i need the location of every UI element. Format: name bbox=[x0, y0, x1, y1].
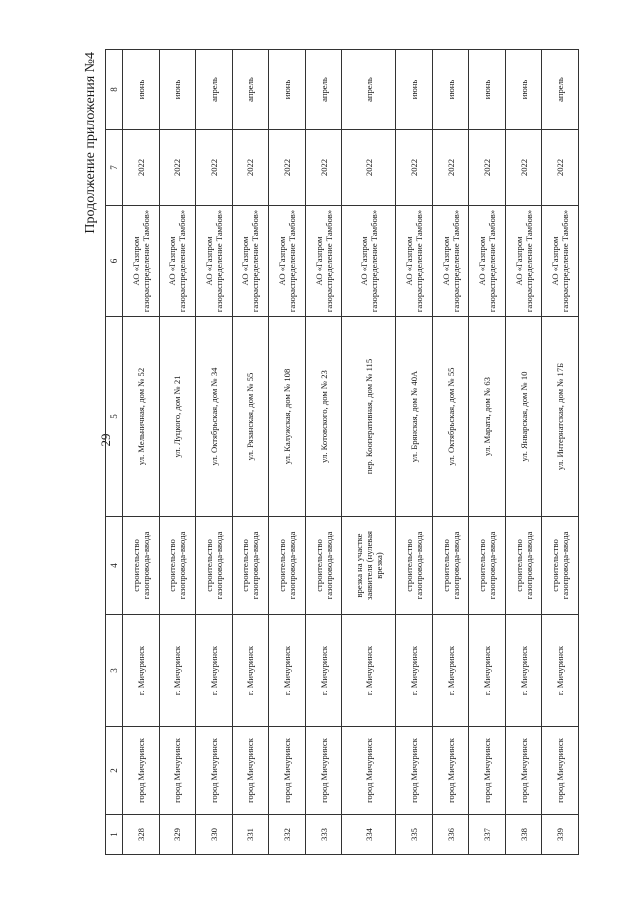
year-cell: 2022 bbox=[469, 130, 506, 206]
settlement-cell: город Мичуринск bbox=[196, 727, 233, 815]
address-cell: ул. Октябрьская, дом № 34 bbox=[196, 317, 233, 517]
table-row bbox=[305, 50, 342, 855]
settlement-cell: город Мичуринск bbox=[432, 727, 469, 815]
table-row bbox=[469, 50, 506, 855]
work-type-cell: строительство газопровода-ввода bbox=[232, 517, 269, 615]
table-row bbox=[269, 50, 306, 855]
year-cell: 2022 bbox=[432, 130, 469, 206]
row-number: 332 bbox=[269, 815, 306, 855]
column-header: 1 bbox=[106, 815, 123, 855]
locality-cell: г. Мичуринск bbox=[159, 615, 196, 727]
table-row bbox=[196, 50, 233, 855]
year-cell: 2022 bbox=[232, 130, 269, 206]
year-cell: 2022 bbox=[396, 130, 433, 206]
table-row bbox=[432, 50, 469, 855]
appendix-note: Продолжение приложения №4 bbox=[83, 52, 98, 234]
locality-cell: г. Мичуринск bbox=[269, 615, 306, 727]
organization-cell: АО «Газпром газораспределение Тамбов» bbox=[123, 206, 160, 317]
work-type-cell: строительство газопровода-ввода bbox=[196, 517, 233, 615]
address-cell: ул. Луцкого, дом № 21 bbox=[159, 317, 196, 517]
row-number: 329 bbox=[159, 815, 196, 855]
settlement-cell: город Мичуринск bbox=[232, 727, 269, 815]
month-cell: апрель bbox=[342, 50, 396, 130]
organization-cell: АО «Газпром газораспределение Тамбов» bbox=[505, 206, 542, 317]
locality-cell: г. Мичуринск bbox=[123, 615, 160, 727]
column-header: 6 bbox=[106, 206, 123, 317]
work-type-cell: строительство газопровода-ввода bbox=[469, 517, 506, 615]
row-number: 331 bbox=[232, 815, 269, 855]
row-number: 335 bbox=[396, 815, 433, 855]
table-body bbox=[123, 50, 579, 855]
settlement-cell: город Мичуринск bbox=[396, 727, 433, 815]
work-type-cell: строительство газопровода-ввода bbox=[505, 517, 542, 615]
column-header: 7 bbox=[106, 130, 123, 206]
table-row bbox=[342, 50, 396, 855]
settlement-cell: город Мичуринск bbox=[159, 727, 196, 815]
row-number: 328 bbox=[123, 815, 160, 855]
address-cell: ул. Мельничная, дом № 52 bbox=[123, 317, 160, 517]
table-row bbox=[232, 50, 269, 855]
year-cell: 2022 bbox=[542, 130, 579, 206]
month-cell: июнь bbox=[505, 50, 542, 130]
year-cell: 2022 bbox=[196, 130, 233, 206]
column-number-row bbox=[106, 50, 123, 855]
settlement-cell: город Мичуринск bbox=[123, 727, 160, 815]
column-header: 4 bbox=[106, 517, 123, 615]
work-type-cell: врезка на участке заявителя (нулевая врезка) bbox=[342, 517, 396, 615]
month-cell: июнь bbox=[469, 50, 506, 130]
table-row bbox=[505, 50, 542, 855]
column-header: 2 bbox=[106, 727, 123, 815]
month-cell: июнь bbox=[396, 50, 433, 130]
row-number: 337 bbox=[469, 815, 506, 855]
work-type-cell: строительство газопровода-ввода bbox=[305, 517, 342, 615]
month-cell: июнь bbox=[269, 50, 306, 130]
work-type-cell: строительство газопровода-ввода bbox=[159, 517, 196, 615]
row-number: 339 bbox=[542, 815, 579, 855]
month-cell: июнь bbox=[123, 50, 160, 130]
work-type-cell: строительство газопровода-ввода bbox=[269, 517, 306, 615]
month-cell: апрель bbox=[196, 50, 233, 130]
work-type-cell: строительство газопровода-ввода bbox=[542, 517, 579, 615]
locality-cell: г. Мичуринск bbox=[396, 615, 433, 727]
organization-cell: АО «Газпром газораспределение Тамбов» bbox=[342, 206, 396, 317]
locality-cell: г. Мичуринск bbox=[342, 615, 396, 727]
address-cell: ул. Интернатская, дом № 17Б bbox=[542, 317, 579, 517]
work-type-cell: строительство газопровода-ввода bbox=[396, 517, 433, 615]
address-cell: ул. Марата, дом № 63 bbox=[469, 317, 506, 517]
month-cell: апрель bbox=[232, 50, 269, 130]
month-cell: июнь bbox=[159, 50, 196, 130]
address-cell: ул. Калужская, дом № 108 bbox=[269, 317, 306, 517]
organization-cell: АО «Газпром газораспределение Тамбов» bbox=[269, 206, 306, 317]
column-header: 8 bbox=[106, 50, 123, 130]
row-number: 330 bbox=[196, 815, 233, 855]
table-row bbox=[123, 50, 160, 855]
address-cell: ул. Котовского, дом № 23 bbox=[305, 317, 342, 517]
table-row bbox=[396, 50, 433, 855]
organization-cell: АО «Газпром газораспределение Тамбов» bbox=[232, 206, 269, 317]
rotated-content bbox=[79, 50, 579, 855]
organization-cell: АО «Газпром газораспределение Тамбов» bbox=[305, 206, 342, 317]
locality-cell: г. Мичуринск bbox=[232, 615, 269, 727]
organization-cell: АО «Газпром газораспределение Тамбов» bbox=[432, 206, 469, 317]
month-cell: апрель bbox=[542, 50, 579, 130]
settlement-cell: город Мичуринск bbox=[505, 727, 542, 815]
settlement-cell: город Мичуринск bbox=[305, 727, 342, 815]
year-cell: 2022 bbox=[505, 130, 542, 206]
address-cell: ул. Рязанская, дом № 55 bbox=[232, 317, 269, 517]
page-number: 29 bbox=[98, 433, 113, 447]
address-cell: пер. Кооперативная, дом № 115 bbox=[342, 317, 396, 517]
month-cell: апрель bbox=[305, 50, 342, 130]
settlement-cell: город Мичуринск bbox=[469, 727, 506, 815]
address-cell: ул. Брянская, дом № 40А bbox=[396, 317, 433, 517]
row-number: 333 bbox=[305, 815, 342, 855]
work-type-cell: строительство газопровода-ввода bbox=[123, 517, 160, 615]
year-cell: 2022 bbox=[269, 130, 306, 206]
address-cell: ул. Октябрьская, дом № 55 bbox=[432, 317, 469, 517]
locality-cell: г. Мичуринск bbox=[196, 615, 233, 727]
settlement-cell: город Мичуринск bbox=[269, 727, 306, 815]
table-row bbox=[542, 50, 579, 855]
work-type-cell: строительство газопровода-ввода bbox=[432, 517, 469, 615]
row-number: 334 bbox=[342, 815, 396, 855]
settlement-cell: город Мичуринск bbox=[542, 727, 579, 815]
year-cell: 2022 bbox=[159, 130, 196, 206]
year-cell: 2022 bbox=[305, 130, 342, 206]
column-header: 5 bbox=[106, 317, 123, 517]
organization-cell: АО «Газпром газораспределение Тамбов» bbox=[469, 206, 506, 317]
table-row bbox=[159, 50, 196, 855]
locality-cell: г. Мичуринск bbox=[542, 615, 579, 727]
locality-cell: г. Мичуринск bbox=[505, 615, 542, 727]
organization-cell: АО «Газпром газораспределение Тамбов» bbox=[542, 206, 579, 317]
organization-cell: АО «Газпром газораспределение Тамбов» bbox=[159, 206, 196, 317]
organization-cell: АО «Газпром газораспределение Тамбов» bbox=[396, 206, 433, 317]
month-cell: июнь bbox=[432, 50, 469, 130]
row-number: 338 bbox=[505, 815, 542, 855]
gas-connection-table bbox=[105, 49, 579, 855]
year-cell: 2022 bbox=[342, 130, 396, 206]
year-cell: 2022 bbox=[123, 130, 160, 206]
locality-cell: г. Мичуринск bbox=[432, 615, 469, 727]
locality-cell: г. Мичуринск bbox=[469, 615, 506, 727]
organization-cell: АО «Газпром газораспределение Тамбов» bbox=[196, 206, 233, 317]
settlement-cell: город Мичуринск bbox=[342, 727, 396, 815]
column-header: 3 bbox=[106, 615, 123, 727]
locality-cell: г. Мичуринск bbox=[305, 615, 342, 727]
row-number: 336 bbox=[432, 815, 469, 855]
address-cell: ул. Январская, дом № 10 bbox=[505, 317, 542, 517]
